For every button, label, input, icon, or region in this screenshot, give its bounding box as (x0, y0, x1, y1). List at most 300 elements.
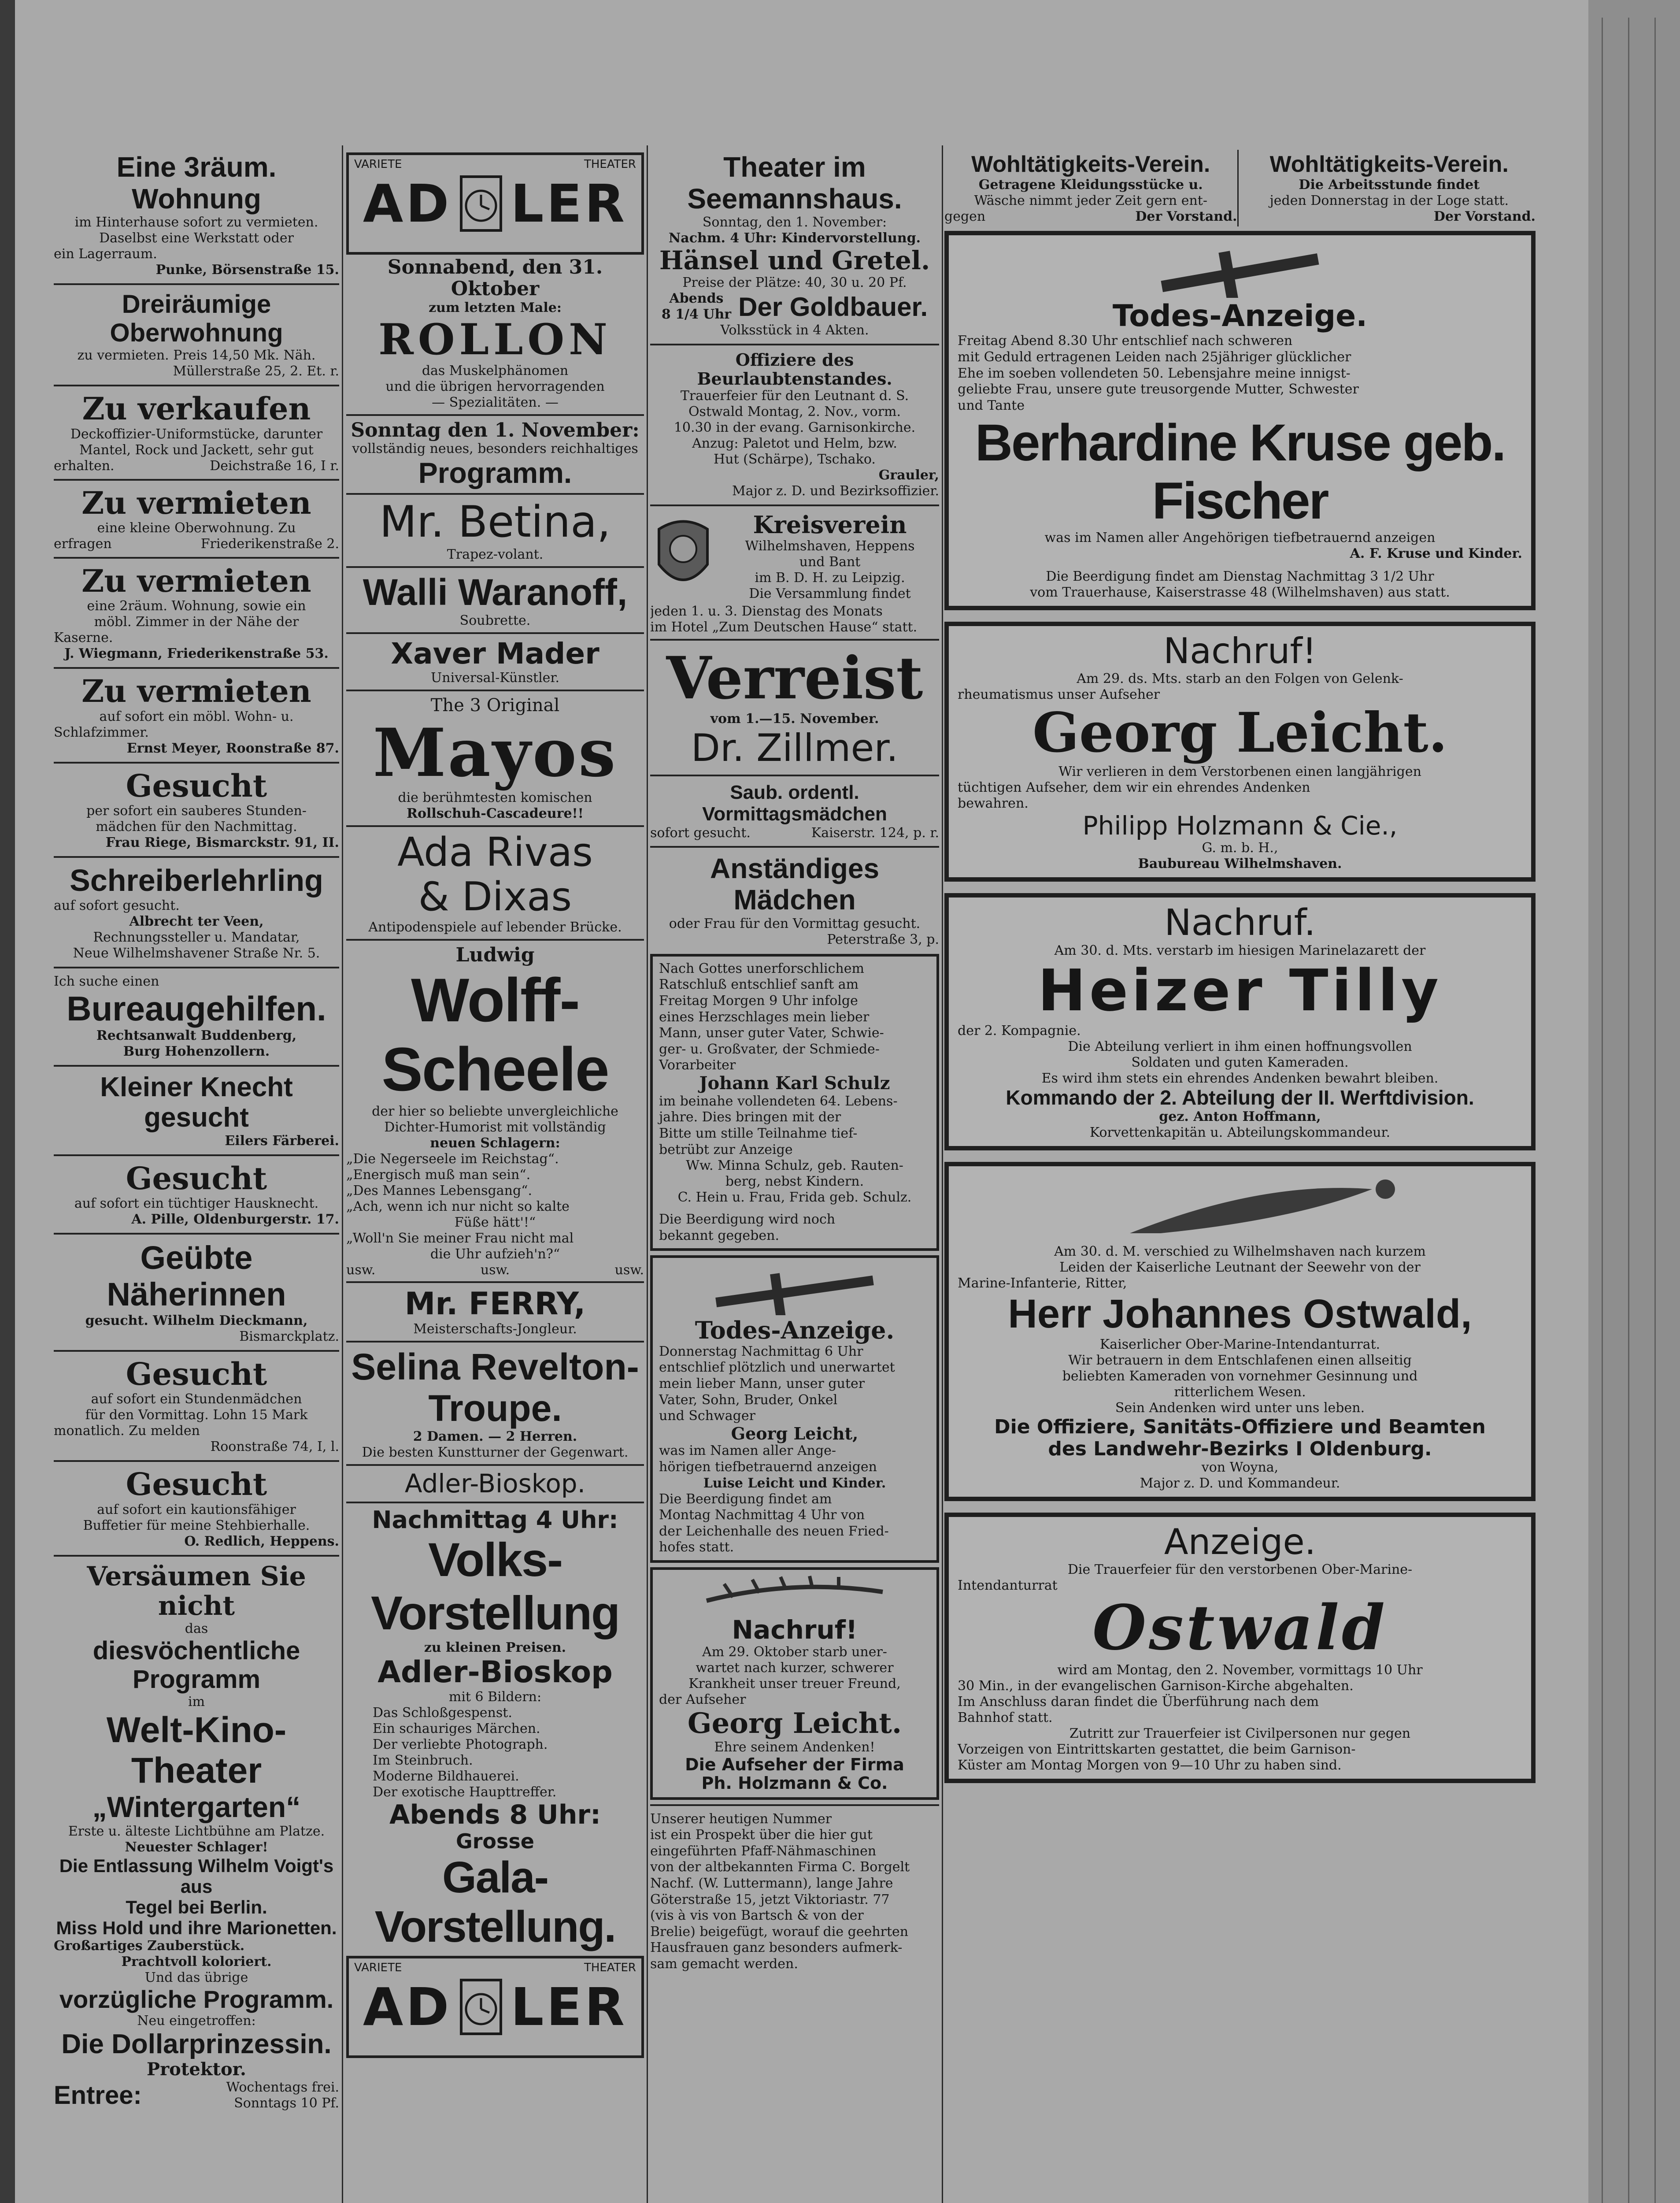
ad-text: Die Abteilung verliert in ihm einen hoffnungsvollen (1068, 1038, 1412, 1054)
ad-text: neuen Schlagern: (430, 1135, 560, 1151)
ad-contact: des Landwehr-Bezirks I Oldenburg. (1048, 1437, 1432, 1460)
deceased-name: Johann Karl Schulz (699, 1073, 890, 1094)
divider (54, 283, 339, 285)
ad-title: Dreiräumige Oberwohnung (110, 290, 283, 348)
obituary-schulz (650, 954, 939, 1251)
ad-contact: Albrecht ter Veen, (129, 913, 264, 929)
ad-text: „Die Negerseele im Reichstag“. (346, 1151, 559, 1167)
deceased-name: Ostwald (1092, 1591, 1388, 1664)
act-name: Xaver Mader (391, 637, 599, 671)
ad-text: 30 Min., in der evangelischen Garnison-Kirche abgehalten. (958, 1678, 1354, 1694)
ad-text: Mantel, Rock und Jackett, sehr gut (79, 442, 314, 458)
ad-text: Ostwald Montag, 2. Nov., vorm. (688, 404, 901, 420)
ad-text: Die Aufseher der Firma (685, 1754, 904, 1774)
obituary-ostwald (944, 1162, 1536, 1501)
ad-text: Nachf. (W. Luttermann), lange Jahre (650, 1876, 893, 1891)
ad-text: sam gemacht werden. (650, 1956, 798, 1972)
ad-text: wird am Montag, den 2. November, vormittags 10 Uhr (1057, 1662, 1423, 1678)
ad-text: Antipodenspiele auf lebender Brücke. (368, 919, 622, 935)
charity-notices (944, 150, 1536, 226)
ad-text: rheumatismus unser Aufseher (958, 686, 1160, 702)
ad-text: oder Frau für den Vormittag gesucht. (669, 916, 921, 931)
ad-text: zum letzten Male: (429, 300, 562, 315)
divider (54, 479, 339, 481)
ad-text: auf sofort ein kautionsfähiger (97, 1502, 296, 1517)
ad-text: von der altbekannten Firma C. Borgelt (650, 1859, 910, 1875)
ad-text: 10.30 in der evang. Garnisonkirche. (673, 420, 916, 436)
ad-text: Wilhelmshaven, Heppens (745, 538, 915, 554)
ad-text: usw. (614, 1262, 644, 1278)
ad-text: eines Herzschlages mein lieber (659, 1009, 870, 1025)
ad-wanted-1 (54, 767, 339, 853)
ad-text: G. m. b. H., (1202, 840, 1278, 856)
ad-text: ist ein Prospekt über die hier gut (650, 1827, 873, 1843)
ad-text: jeden 1. u. 3. Dienstag des Monats (650, 603, 883, 619)
divider (54, 1555, 339, 1557)
deceased-name: Heizer Tilly (1038, 957, 1442, 1024)
ad-text: was im Namen aller Angehörigen tiefbetrauernd anzeigen (1044, 530, 1436, 546)
ad-contact: O. Redlich, Heppens. (184, 1533, 339, 1549)
ad-text: Füße hätt'!“ (454, 1215, 536, 1231)
ad-text: Wir verlieren in dem Verstorbenen einen langjährigen (1058, 764, 1421, 779)
ad-text: geliebte Frau, unsere gute treusorgende Mutter, Schwester (958, 382, 1359, 397)
ad-text: Hut (Schärpe), Tschako. (714, 452, 876, 467)
ad-text: Soldaten und guten Kameraden. (1131, 1054, 1349, 1070)
ad-text: Die Arbeitsstunde findet (1299, 177, 1480, 193)
logo-text: THEATER (584, 158, 636, 171)
ad-text: Leiden der Kaiserliche Leutnant der Seewehr von der (1059, 1260, 1421, 1276)
ad-text: Kaserne. (54, 630, 113, 646)
ad-text: Brelie) beigefügt, worauf die geehrten (650, 1924, 909, 1940)
ad-contact: Friederikenstraße 2. (200, 536, 339, 552)
ad-text: möbl. Zimmer in der Nähe der (94, 614, 299, 630)
ad-title: Nachruf. (1164, 901, 1316, 944)
ad-text: Dichter-Humorist mit vollständig (384, 1120, 606, 1135)
list-item: Ein schauriges Märchen. (373, 1721, 540, 1737)
ad-text: Neu eingetroffen: (137, 2013, 256, 2029)
ad-wanted-3 (54, 1355, 339, 1457)
ad-title: Gesucht (126, 1160, 267, 1197)
ad-text: Tegel bei Berlin. (126, 1896, 267, 1917)
palm-branch-icon (659, 1574, 930, 1614)
ad-text: jahre. Dies bringen mit der (659, 1109, 841, 1125)
ad-text: auf sofort gesucht. (54, 898, 180, 913)
ad-text: auf sofort ein Stundenmädchen (91, 1391, 302, 1407)
ad-text: im Hinterhause sofort zu vermieten. (74, 215, 318, 230)
act-name: & Dixas (418, 873, 572, 920)
clock-icon (457, 1978, 505, 2036)
newspaper-sheet (15, 0, 1588, 2203)
ad-text: C. Hein u. Frau, Frida geb. Schulz. (677, 1190, 912, 1205)
ad-contact: Philipp Holzmann & Cie., (1082, 810, 1398, 841)
divider (54, 1233, 339, 1235)
ad-text: Protektor. (147, 2058, 246, 2080)
ad-text: Sonntags 10 Pf. (234, 2095, 339, 2111)
nachruf-tilly (944, 893, 1536, 1151)
ad-contact: Kommando der 2. Abteilung der II. Werftdivision. (1006, 1086, 1474, 1109)
seemannshaus-theater (650, 150, 939, 340)
ad-girl (650, 851, 939, 949)
ad-text: Anzug: Paletot und Helm, bzw. (692, 436, 897, 452)
ad-text: zu kleinen Preisen. (424, 1640, 566, 1656)
ad-text: Am 30. d. Mts. verstarb im hiesigen Marinelazarett der (1054, 943, 1426, 959)
ad-text: Kaiserlicher Ober-Marine-Intendanturrat. (1099, 1337, 1380, 1353)
ad-contact: A. Pille, Oldenburgerstr. 17. (131, 1212, 339, 1228)
ad-text: Krankheit unser treuer Freund, (688, 1676, 901, 1691)
ad-text: Zutritt zur Trauerfeier ist Civilpersonen nur gegen (1069, 1726, 1411, 1742)
column-variete-adler (346, 150, 644, 2203)
ad-text: Adler-Bioskop (377, 1655, 613, 1690)
ad-text: Neue Wilhelmshavener Straße Nr. 5. (73, 945, 320, 961)
ad-text: Meisterschafts-Jongleur. (413, 1321, 577, 1337)
ad-title: Nachruf! (1163, 630, 1317, 672)
ad-text: Die Beerdigung wird noch (659, 1212, 836, 1228)
ad-contact: Bismarckplatz. (239, 1328, 339, 1344)
ad-text: Die Beerdigung findet am (659, 1491, 832, 1507)
ad-text: Abends 8 Uhr: (389, 1799, 601, 1831)
ad-text: Unserer heutigen Nummer (650, 1811, 832, 1827)
ad-text: Miss Hold und ihre Marionetten. (56, 1917, 337, 1938)
ad-text: im beinahe vollendeten 64. Lebens- (659, 1093, 898, 1109)
ad-text: mit 6 Bildern: (448, 1689, 542, 1705)
ad-title: Zu vermieten (81, 563, 311, 600)
ad-contact: Deichstraße 16, I r. (210, 458, 339, 474)
ad-text: „Wintergarten“ (92, 1790, 301, 1823)
ad-apartment-2 (54, 289, 339, 381)
pfaff-notice (650, 1810, 939, 1974)
deceased-name: Georg Leicht. (1032, 701, 1447, 765)
ad-contact: von Woyna, (1201, 1460, 1279, 1475)
deceased-name: Berhardine Kruse geb. Fischer (975, 413, 1505, 530)
ad-text: und Tante (958, 397, 1025, 413)
logo-text: VARIETE (354, 158, 402, 171)
ad-text: 8 1/4 Uhr (661, 307, 732, 323)
ad-text: Mann, unser guter Vater, Schwie- (659, 1025, 884, 1041)
divider (54, 1350, 339, 1352)
ad-text: Die Versammlung findet (749, 586, 911, 601)
nachruf-leicht (944, 622, 1536, 881)
ad-text: eine kleine Oberwohnung. Zu (97, 520, 296, 536)
divider (54, 967, 339, 968)
ad-text: Versäumen Sie nicht (87, 1561, 306, 1621)
ad-title: Wohltätigkeits-Verein. (971, 152, 1210, 177)
ad-text: The 3 Original (430, 695, 560, 716)
ad-text: Die besten Kunstturner der Gegenwart. (362, 1444, 629, 1460)
ad-text: Ich suche einen (54, 973, 159, 989)
act-name: Mayos (373, 714, 618, 792)
ad-title: Schreiberlehrling (70, 863, 323, 898)
act-name: Wolff-Scheele (381, 965, 609, 1104)
ad-text: die Uhr aufzieh'n?“ (430, 1246, 560, 1262)
ad-text: „Ach, wenn ich nur nicht so kalte (346, 1199, 570, 1215)
ad-text: usw. (346, 1262, 376, 1278)
ad-text: hörigen tiefbetrauernd anzeigen (659, 1459, 877, 1475)
ad-contact: gez. Anton Hoffmann, (1159, 1109, 1321, 1125)
ad-contact: Der Vorstand. (1433, 209, 1536, 225)
ad-text: Nachm. 4 Uhr: Kindervorstellung. (668, 230, 921, 246)
deceased-name: Georg Leicht. (687, 1706, 902, 1740)
ad-contact: Major z. D. und Bezirksoffizier. (732, 483, 939, 499)
ad-contact: J. Wiegmann, Friederikenstraße 53. (64, 646, 329, 662)
ad-text: Trauerfeier für den Leutnant d. S. (680, 388, 909, 404)
ad-contact: A. F. Kruse und Kinder. (1350, 546, 1522, 562)
deceased-name: Herr Johannes Ostwald, (1008, 1291, 1472, 1337)
logo-text: LER (511, 1977, 627, 2038)
divider (650, 846, 939, 848)
ad-text: Sein Andenken wird unter uns leben. (1115, 1400, 1365, 1416)
ad-text: beliebten Kameraden von vornehmer Gesinnung und (1062, 1369, 1418, 1384)
ad-title: Gesucht (126, 767, 267, 804)
ad-text: „Des Mannes Lebensgang“. (346, 1183, 533, 1199)
ad-text: „Energisch muß man sein“. (346, 1167, 531, 1183)
ad-text: bekannt gegeben. (659, 1228, 779, 1243)
ad-text: monatlich. Zu melden (54, 1423, 200, 1439)
ad-text: Sonntag den 1. November: (351, 419, 640, 442)
column-notices (650, 150, 939, 2203)
list-item: Moderne Bildhauerei. (373, 1769, 519, 1784)
divider (54, 1460, 339, 1462)
divider (54, 385, 339, 386)
ad-text: der hier so beliebte unvergleichliche (372, 1104, 618, 1120)
ad-text: Am 29. Oktober starb uner- (702, 1644, 887, 1660)
ad-text: eingeführten Pfaff-Nähmaschinen (650, 1843, 877, 1859)
ad-title: Verreist (666, 644, 923, 712)
ad-text: zu vermieten. Preis 14,50 Mk. Näh. (77, 348, 316, 363)
ad-text: Großartiges Zauberstück. (54, 1938, 245, 1954)
ad-text: im Hotel „Zum Deutschen Hause“ statt. (650, 619, 918, 635)
ad-text: erhalten. (54, 458, 115, 474)
adler-logo (346, 1956, 644, 2058)
ad-title: Zu vermieten (81, 484, 311, 521)
ad-contact: Punke, Börsenstraße 15. (155, 262, 339, 278)
ad-text: Hänsel und Gretel. (659, 245, 930, 276)
list-item: Der verliebte Photograph. (373, 1737, 548, 1753)
ad-text: mädchen für den Nachmittag. (96, 819, 297, 835)
ad-text: Am 29. ds. Mts. starb an den Folgen von Gelenk- (1077, 671, 1403, 686)
ad-contact: Burg Hohenzollern. (123, 1043, 270, 1059)
ad-title: Welt-Kino-Theater (106, 1710, 287, 1791)
act-name: Mr. Betina, (379, 497, 611, 548)
adjacent-page-edge (1588, 0, 1680, 2203)
charity-notice-1 (944, 150, 1239, 226)
ad-text: vom Trauerhause, Kaiserstrasse 48 (Wilhelmshaven) aus statt. (1030, 585, 1450, 601)
ad-text: Ratschluß entschlief sanft am (659, 977, 859, 993)
ad-text: und Schwager (659, 1408, 755, 1424)
ad-text: ein Lagerraum. (54, 246, 157, 262)
ad-rent-1 (54, 484, 339, 553)
ad-text: eine 2räum. Wohnung, sowie ein (87, 598, 306, 614)
ad-text: mein lieber Mann, unser guter (659, 1376, 865, 1392)
ad-title: Geübte Näherinnen (107, 1239, 286, 1313)
ad-text: Göterstraße 15, jetzt Viktoriastr. 77 (650, 1891, 890, 1907)
ad-text: Küster am Montag Morgen von 9—10 Uhr zu haben sind. (958, 1758, 1342, 1773)
feather-icon (958, 1172, 1522, 1242)
ad-text: Neuester Schlager! (125, 1839, 268, 1855)
ad-text: usw. (480, 1262, 510, 1278)
divider (54, 557, 339, 559)
divider (650, 504, 939, 506)
ad-text: Im Anschluss daran findet die Überführung nach dem (958, 1694, 1319, 1710)
obituary-leicht (650, 1255, 939, 1563)
ad-farmhand (54, 1070, 339, 1151)
divider (54, 762, 339, 764)
ad-text: und Bant (799, 554, 861, 570)
divider (650, 344, 939, 345)
ad-text: Und das übrige (144, 1969, 248, 1985)
ad-text: der 2. Kompagnie. (958, 1023, 1081, 1038)
ad-contact: Eilers Färberei. (225, 1133, 339, 1149)
ad-text: Trapez-volant. (447, 546, 544, 562)
ad-cinema (54, 1560, 339, 2113)
ad-text: Die Dollarprinzessin. (61, 2029, 332, 2060)
ad-text: die berühmtesten komischen (398, 790, 592, 805)
cross-icon (958, 241, 1522, 298)
ad-text: Baubureau Wilhelmshaven. (1138, 856, 1342, 872)
ad-text: erfragen (54, 536, 112, 552)
ad-text: Ehre seinem Andenken! (714, 1739, 875, 1755)
ad-text: Wochentags frei. (226, 2079, 339, 2095)
ad-seamstresses (54, 1238, 339, 1346)
ad-text: Donnerstag Nachmittag 6 Uhr (659, 1343, 863, 1359)
divider (650, 639, 939, 641)
ad-text: vollständig neues, besonders reichhaltiges (352, 441, 638, 457)
ad-text: Hausfrauen ganz besonders aufmerk- (650, 1940, 903, 1956)
ad-maid (650, 780, 939, 842)
officers-notice (650, 349, 939, 501)
ad-title: Anzeige. (1164, 1521, 1316, 1562)
ad-title: Gesucht (126, 1466, 267, 1503)
ad-contact: Major z. D. und Kommandeur. (1140, 1476, 1340, 1491)
ad-contact: Der Vorstand. (1135, 209, 1237, 225)
ad-title: Zu vermieten (81, 673, 311, 710)
ad-text: Volksstück in 4 Akten. (720, 323, 869, 338)
ad-text: Nach Gottes unerforschlichem (659, 961, 864, 976)
ad-text: mit Geduld ertragenen Leiden nach 25jähriger glücklicher (958, 349, 1351, 365)
ad-clerk (54, 972, 339, 1061)
ad-text: Ph. Holzmann & Co. (701, 1773, 888, 1793)
ad-contact: Roonstraße 74, I, l. (210, 1439, 339, 1455)
ad-text: Wir betrauern in dem Entschlafenen einen allseitig (1068, 1353, 1412, 1369)
act-name: ROLLON (378, 314, 612, 364)
ad-text: das Muskelphänomen (422, 363, 569, 379)
ad-apartment-1 (54, 150, 339, 280)
divider (650, 1804, 939, 1806)
ad-text: vom 1.—15. November. (710, 711, 879, 727)
ad-text: jeden Donnerstag in der Loge statt. (1269, 193, 1509, 209)
ad-text: Soubrette. (459, 613, 531, 629)
ad-text: Montag Nachmittag 4 Uhr von (659, 1507, 865, 1523)
ad-title: Kleiner Knecht gesucht (100, 1072, 293, 1133)
ad-contact: Kaiserstr. 124, p. r. (811, 825, 939, 841)
ad-text: der Aufseher (659, 1691, 746, 1707)
nachruf-leicht-small (650, 1567, 939, 1800)
ad-text: Getragene Kleidungsstücke u. (978, 177, 1203, 193)
column-obituaries (944, 150, 1536, 2203)
ad-text: das (185, 1621, 208, 1637)
divider (54, 1065, 339, 1067)
ad-contact: Frau Riege, Bismarckstr. 91, II. (105, 835, 339, 851)
ad-contact: Die Offiziere, Sanitäts-Offiziere und Beamten (994, 1416, 1486, 1439)
ad-text: Die Trauerfeier für den verstorbenen Ober-Marine- (1067, 1561, 1413, 1577)
ad-text: Marine-Infanterie, Ritter, (958, 1276, 1127, 1291)
ad-apprentice (54, 861, 339, 963)
ad-text: Grosse (455, 1829, 534, 1853)
binding-edge (0, 0, 15, 2203)
ad-wanted-2 (54, 1160, 339, 1229)
ad-title: Saub. ordentl. Vormittagsmädchen (702, 782, 887, 825)
ad-text: per sofort ein sauberes Stunden- (86, 803, 307, 819)
logo-text: VARIETE (354, 1961, 402, 1975)
ad-text: Sonntag, den 1. November: (702, 215, 887, 230)
ad-text: Am 30. d. M. verschied zu Wilhelmshaven nach kurzem (1054, 1244, 1426, 1260)
ad-contact: Grauler, (878, 467, 939, 483)
ad-text: Erste u. älteste Lichtbühne am Platze. (68, 1823, 325, 1839)
ad-title: Eine 3räum. Wohnung (116, 151, 277, 215)
ad-text: Rollschuh-Cascadeure!! (407, 805, 584, 821)
ad-text: Ww. Minna Schulz, geb. Rauten- (686, 1158, 903, 1174)
logo-text: THEATER (584, 1961, 636, 1975)
ad-text: ger- u. Großvater, der Schmiede- (659, 1041, 880, 1057)
ad-for-sale (54, 390, 339, 475)
ad-text: Freitag Abend 8.30 Uhr entschlief nach schweren (958, 333, 1293, 349)
list-item: Das Schloßgespenst. (373, 1705, 512, 1721)
ad-text: Sonnabend, den 31. Oktober (387, 256, 603, 300)
ad-title: Wohltätigkeits-Verein. (1269, 152, 1509, 177)
logo-text: AD (363, 1977, 452, 2038)
ad-contact: Rechtsanwalt Buddenberg, (96, 1027, 297, 1043)
adler-logo (346, 152, 644, 255)
ad-title: Nachruf! (732, 1614, 858, 1645)
ad-wanted-4 (54, 1465, 339, 1551)
ad-text: — Spezialitäten. — (432, 395, 559, 411)
ad-title: Offiziere des Beurlaubtenstandes. (697, 350, 892, 389)
act-name: Ada Rivas (397, 829, 593, 875)
ad-text: und die übrigen hervorragenden (385, 379, 605, 395)
ad-text: Vorzeigen von Eintrittskarten gestattet, die beim Garnison- (958, 1742, 1356, 1758)
ad-contact: Müllerstraße 25, 2. Et. r. (173, 363, 339, 379)
ad-text: Vater, Sohn, Bruder, Onkel (659, 1392, 838, 1408)
ad-text: Programm. (418, 456, 572, 490)
ad-text: Universal-Künstler. (430, 670, 560, 686)
ad-text: im (188, 1694, 205, 1710)
ad-text: Wäsche nimmt jeder Zeit gern ent- (974, 193, 1207, 209)
divider (54, 667, 339, 669)
clock-icon (457, 175, 505, 232)
ad-text: Freitag Morgen 9 Uhr infolge (659, 993, 858, 1009)
ad-rent-2 (54, 562, 339, 664)
ad-text: Der Goldbauer. (738, 292, 928, 322)
ad-title: Theater im Seemannshaus. (687, 151, 902, 215)
ad-text: der Leichenhalle des neuen Fried- (659, 1523, 889, 1539)
act-name: Mr. FERRY, (404, 1286, 586, 1322)
ad-text: (vis à vis von Bartsch & von der (650, 1908, 864, 1924)
ad-text: Die Beerdigung findet am Dienstag Nachmittag 3 1/2 Uhr (1046, 569, 1434, 585)
ad-text: „Woll'n Sie meiner Frau nicht mal (346, 1231, 574, 1246)
ad-title: Gesucht (126, 1355, 267, 1392)
variete-programme (346, 255, 644, 1953)
ad-text: sofort gesucht. (650, 825, 751, 841)
column-classifieds (54, 150, 339, 2203)
divider (54, 1154, 339, 1156)
ad-contact: Peterstraße 3, p. (827, 931, 939, 947)
ad-title: Anständiges Mädchen (710, 852, 880, 916)
ad-text: Ludwig (455, 943, 535, 966)
ad-text: auf sofort ein tüchtiger Hausknecht. (74, 1196, 319, 1212)
ad-text: Die Entlassung Wilhelm Voigt's aus (59, 1855, 334, 1897)
ad-text: Vorarbeiter (659, 1057, 736, 1073)
ad-text: Intendanturrat (958, 1577, 1058, 1593)
ad-text: bewahren. (958, 795, 1029, 811)
